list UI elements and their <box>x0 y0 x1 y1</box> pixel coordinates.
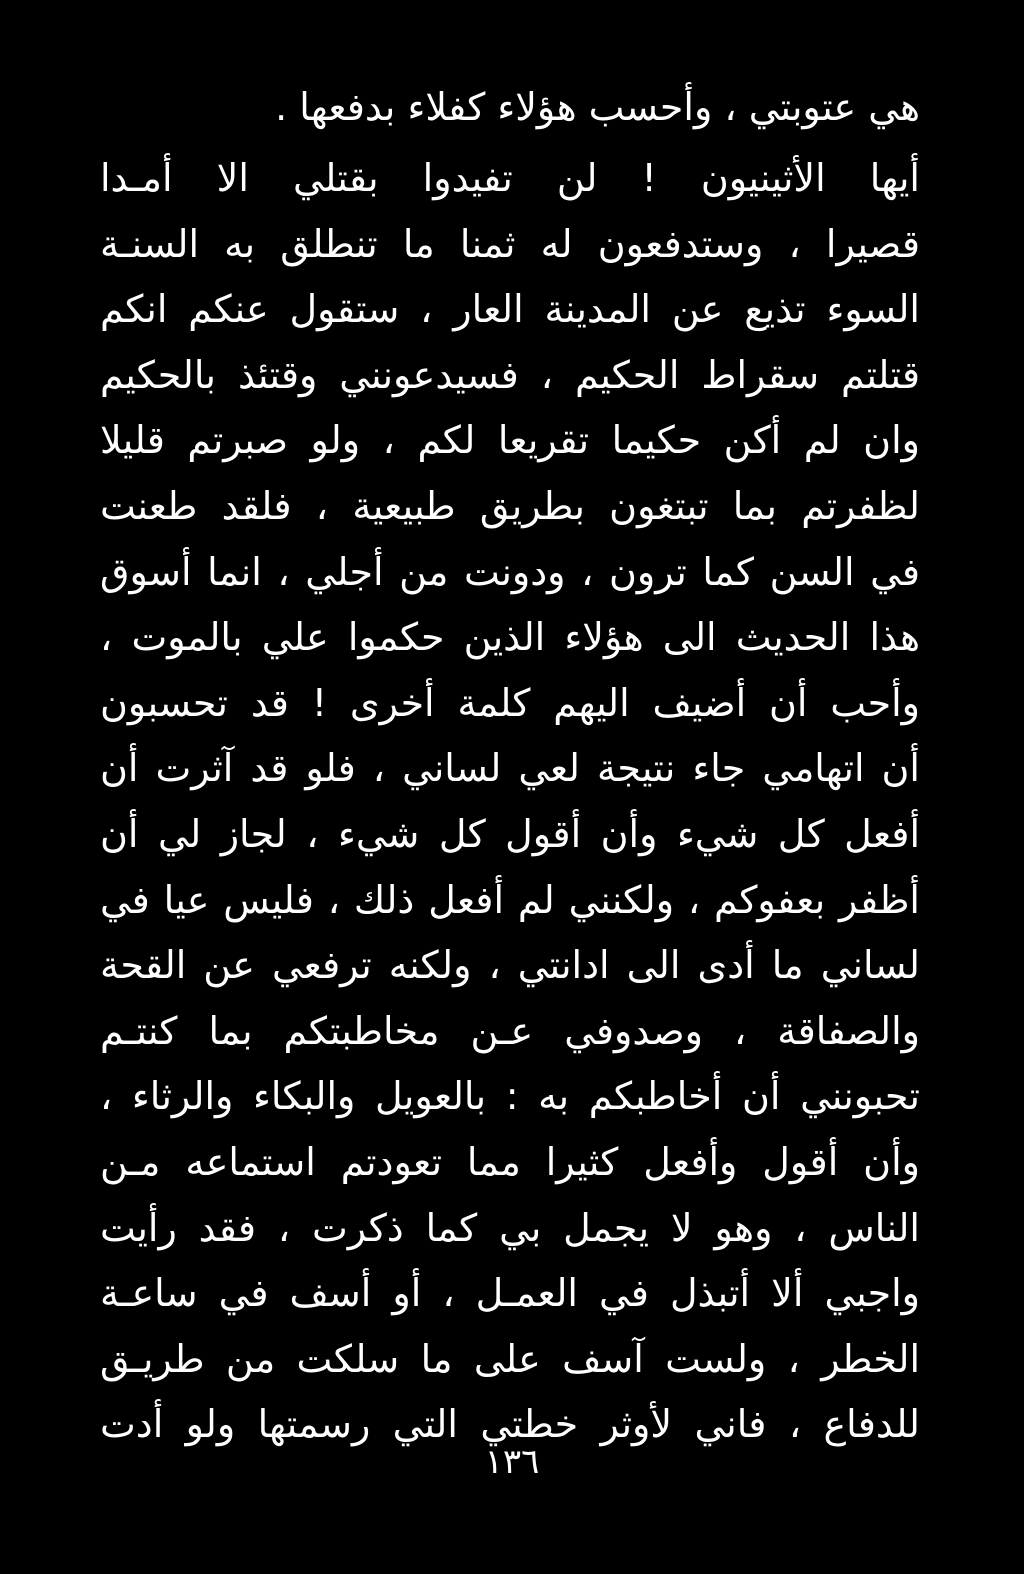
text-line-20: الخطر ، ولست آسف على ما سلكت من طريـق <box>100 1336 920 1381</box>
text-line-4: السوء تذيع عن المدينة العار ، ستقول عنكم انكم <box>100 287 920 332</box>
text-line-13: أظفر بعفوكم ، ولكنني لم أفعل ذلك ، فليس عيا في <box>100 877 920 922</box>
text-line-21: للدفاع ، فاني لأوثر خطتي التي رسمتها ولو أدت <box>100 1402 920 1447</box>
text-line-14: لساني ما أدى الى ادانتي ، ولكنه ترفعي عن القحة <box>100 943 920 988</box>
page-number: ١٣٦ <box>484 1442 540 1482</box>
text-line-11: أن اتهامي جاء نتيجة لعي لساني ، فلو قد آثرت أن <box>100 746 920 791</box>
text-line-3: قصيرا ، وستدفعون له ثمنا ما تنطلق به السنـة <box>100 221 920 266</box>
text-line-15: والصفاقة ، وصدوفي عـن مخاطبتكم بما كنتـم <box>100 1008 920 1053</box>
text-line-1: هي عتوبتي ، وأحسب هؤلاء كفلاء بدفعها . <box>275 85 920 129</box>
text-line-19: واجبي ألا أتبذل في العمـل ، أو أسف في ساعـة <box>100 1271 920 1316</box>
text-line-2: أيها الأثينيون ! لن تفيدوا بقتلي الا أمـدا <box>100 156 920 200</box>
text-line-9: هذا الحديث الى هؤلاء الذين حكموا علي بالموت ، <box>100 615 920 660</box>
text-line-7: لظفرتم بما تبتغون بطريق طبيعية ، فلقد طعنت <box>100 483 920 528</box>
text-line-10: وأحب أن أضيف اليهم كلمة أخرى ! قد تحسبون <box>100 680 920 725</box>
text-line-12: أفعل كل شيء وأن أقول كل شيء ، لجاز لي أن <box>100 811 920 856</box>
body-text <box>100 68 920 1458</box>
text-line-18: الناس ، وهو لا يجمل بي كما ذكرت ، فقد رأيت <box>100 1205 920 1250</box>
text-line-17: وأن أقول وأفعل كثيرا مما تعودتم استماعه مـن <box>100 1139 920 1184</box>
text-line-8: في السن كما ترون ، ودونت من أجلي ، انما أسوق <box>100 549 920 594</box>
text-line-16: تحبونني أن أخاطبكم به : بالعويل والبكاء والرثاء ، <box>100 1074 920 1119</box>
text-line-5: قتلتم سقراط الحكيم ، فسيدعونني وقتئذ بالحكيم <box>100 352 920 397</box>
text-line-6: وان لم أكن حكيما تقريعا لكم ، ولو صبرتم قليلا <box>100 418 920 463</box>
